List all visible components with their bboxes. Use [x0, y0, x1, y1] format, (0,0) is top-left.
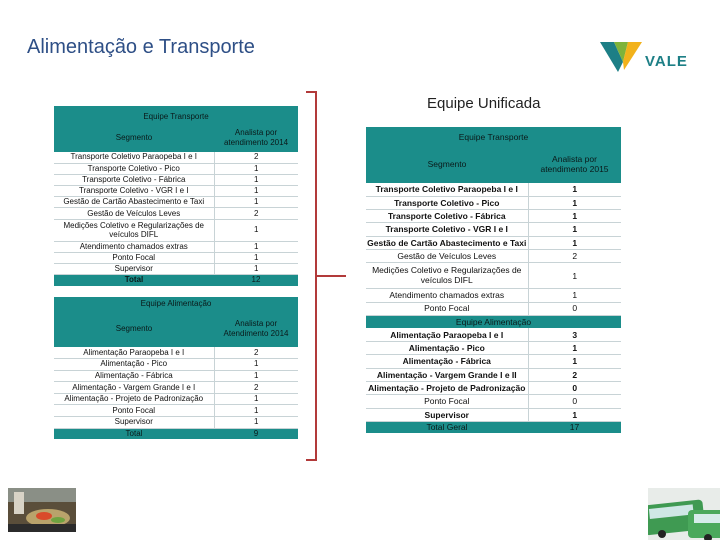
- value-cell: 1: [214, 163, 298, 174]
- table-row: [54, 152, 298, 163]
- table-section-title: Equipe Alimentação: [366, 315, 621, 328]
- value-cell: 1: [214, 405, 298, 417]
- value-cell: 3: [528, 328, 621, 341]
- segment-cell: Alimentação Paraopeba I e I: [366, 328, 528, 341]
- segment-cell: Atendimento chamados extras: [366, 289, 528, 302]
- table-row: [54, 197, 298, 208]
- vale-logo-text: VALE: [645, 53, 688, 70]
- food-photo-image: [8, 488, 76, 532]
- table-row: [366, 395, 621, 408]
- segment-cell: Medições Coletivo e Regularizações de veículos DIFL: [366, 263, 528, 289]
- value-cell: 2: [214, 347, 298, 359]
- value-cell: 1: [214, 417, 298, 429]
- table-row: [366, 223, 621, 236]
- segment-cell: Transporte Coletivo - Fábrica: [366, 210, 528, 223]
- segment-cell: Transporte Coletivo Paraopeba I e I: [366, 183, 528, 196]
- value-cell: 1: [214, 264, 298, 275]
- table-row: [54, 382, 298, 394]
- value-cell: 2: [214, 152, 298, 163]
- segment-cell: Alimentação - Vargem Grande I e I: [54, 382, 214, 394]
- bracket-connector: [302, 90, 350, 465]
- col-analyst: Analista por atendimento 2015: [528, 145, 621, 183]
- table-row: [54, 370, 298, 382]
- col-segment: Segmento: [54, 124, 214, 152]
- col-analyst: Analista por Atendimento 2014: [214, 311, 298, 347]
- table-row: [366, 342, 621, 355]
- table-row: [54, 264, 298, 275]
- value-cell: 1: [214, 219, 298, 241]
- table-row: [366, 249, 621, 262]
- value-cell: 1: [528, 196, 621, 209]
- table-row: [54, 252, 298, 263]
- total-value: 12: [214, 275, 298, 286]
- segment-cell: Atendimento chamados extras: [54, 241, 214, 252]
- segment-cell: Ponto Focal: [366, 395, 528, 408]
- table-row: [54, 174, 298, 185]
- segment-cell: Supervisor: [54, 264, 214, 275]
- value-cell: 2: [214, 382, 298, 394]
- table-row: [366, 289, 621, 302]
- table-row: [54, 219, 298, 241]
- segment-cell: Gestão de Cartão Abastecimento e Taxi: [54, 197, 214, 208]
- table-row: [366, 183, 621, 196]
- unified-table: [366, 127, 621, 433]
- col-analyst: Analista por atendimento 2014: [214, 124, 298, 152]
- table-row: [54, 163, 298, 174]
- table-row: [54, 241, 298, 252]
- table-row: [54, 186, 298, 197]
- table-title: Equipe Transporte: [54, 106, 298, 124]
- table-row: [366, 196, 621, 209]
- left-transport-table: [54, 106, 298, 286]
- table-row: [54, 405, 298, 417]
- value-cell: 1: [528, 183, 621, 196]
- table-row: [54, 359, 298, 371]
- segment-cell: Transporte Coletivo - Pico: [54, 163, 214, 174]
- total-label: Total Geral: [366, 421, 528, 433]
- value-cell: 1: [214, 252, 298, 263]
- segment-cell: Supervisor: [366, 408, 528, 421]
- value-cell: 0: [528, 302, 621, 315]
- total-value: 17: [528, 421, 621, 433]
- bus-photo-image: [648, 488, 720, 540]
- segment-cell: Gestão de Cartão Abastecimento e Taxi: [367, 237, 527, 248]
- segment-cell: Alimentação - Pico: [366, 342, 528, 355]
- segment-cell: Alimentação - Projeto de Padronização: [366, 382, 528, 395]
- table-row: [366, 355, 621, 368]
- unified-team-label: Equipe Unificada: [427, 95, 541, 112]
- value-cell: 1: [528, 236, 621, 249]
- table-row: [54, 347, 298, 359]
- value-cell: 2: [528, 368, 621, 381]
- segment-cell: Transporte Coletivo - Fábrica: [54, 174, 214, 185]
- segment-cell: Alimentação - Pico: [54, 359, 214, 371]
- table-row: [366, 328, 621, 341]
- value-cell: 1: [214, 197, 298, 208]
- table-row: [366, 382, 621, 395]
- segment-cell: Gestão de Veículos Leves: [366, 249, 528, 262]
- page-title: Alimentação e Transporte: [27, 36, 255, 58]
- value-cell: 1: [214, 359, 298, 371]
- segment-cell: Transporte Coletivo - VGR I e I: [366, 223, 528, 236]
- segment-cell: Ponto Focal: [54, 252, 214, 263]
- segment-cell: Transporte Coletivo Paraopeba I e I: [54, 152, 214, 163]
- segment-cell: Ponto Focal: [54, 405, 214, 417]
- table-row: [366, 263, 621, 289]
- segment-cell: Transporte Coletivo - VGR I e I: [54, 186, 214, 197]
- table-row: [366, 210, 621, 223]
- value-cell: 1: [528, 355, 621, 368]
- col-segment: Segmento: [54, 311, 214, 347]
- total-value: 9: [214, 428, 298, 439]
- table-row: [366, 368, 621, 381]
- value-cell: 1: [214, 393, 298, 405]
- table-row: [366, 408, 621, 421]
- value-cell: 1: [214, 174, 298, 185]
- value-cell: 1: [528, 223, 621, 236]
- value-cell: 1: [214, 241, 298, 252]
- table-row: [366, 236, 621, 249]
- table-title: Equipe Transporte: [366, 127, 621, 145]
- segment-cell: Alimentação - Projeto de Padronização: [54, 393, 214, 405]
- value-cell: 1: [528, 342, 621, 355]
- table-row: [366, 302, 621, 315]
- segment-cell: Gestão de Veículos Leves: [54, 208, 214, 219]
- value-cell: 2: [214, 208, 298, 219]
- value-cell: 1: [214, 370, 298, 382]
- table-row: [54, 208, 298, 219]
- col-segment: Segmento: [366, 145, 528, 183]
- segment-cell: Alimentação - Fábrica: [366, 355, 528, 368]
- value-cell: 1: [528, 289, 621, 302]
- left-food-table: [54, 297, 298, 439]
- segment-cell: Alimentação Paraopeba I e I: [54, 347, 214, 359]
- value-cell: 1: [214, 186, 298, 197]
- value-cell: 1: [528, 210, 621, 223]
- segment-cell: Ponto Focal: [366, 302, 528, 315]
- total-label: Total: [54, 428, 214, 439]
- value-cell: 2: [528, 249, 621, 262]
- value-cell: 1: [528, 263, 621, 289]
- total-label: Total: [54, 275, 214, 286]
- table-title: Equipe Alimentação: [54, 297, 298, 311]
- segment-cell: Supervisor: [54, 417, 214, 429]
- segment-cell: Alimentação - Vargem Grande I e II: [366, 368, 528, 381]
- segment-cell: Transporte Coletivo - Pico: [366, 196, 528, 209]
- value-cell: 0: [528, 395, 621, 408]
- table-row: [54, 393, 298, 405]
- value-cell: 0: [528, 382, 621, 395]
- segment-cell: Alimentação - Fábrica: [54, 370, 214, 382]
- value-cell: 1: [528, 408, 621, 421]
- segment-cell: Medições Coletivo e Regularizações de veículos DIFL: [54, 219, 214, 241]
- table-row: [54, 417, 298, 429]
